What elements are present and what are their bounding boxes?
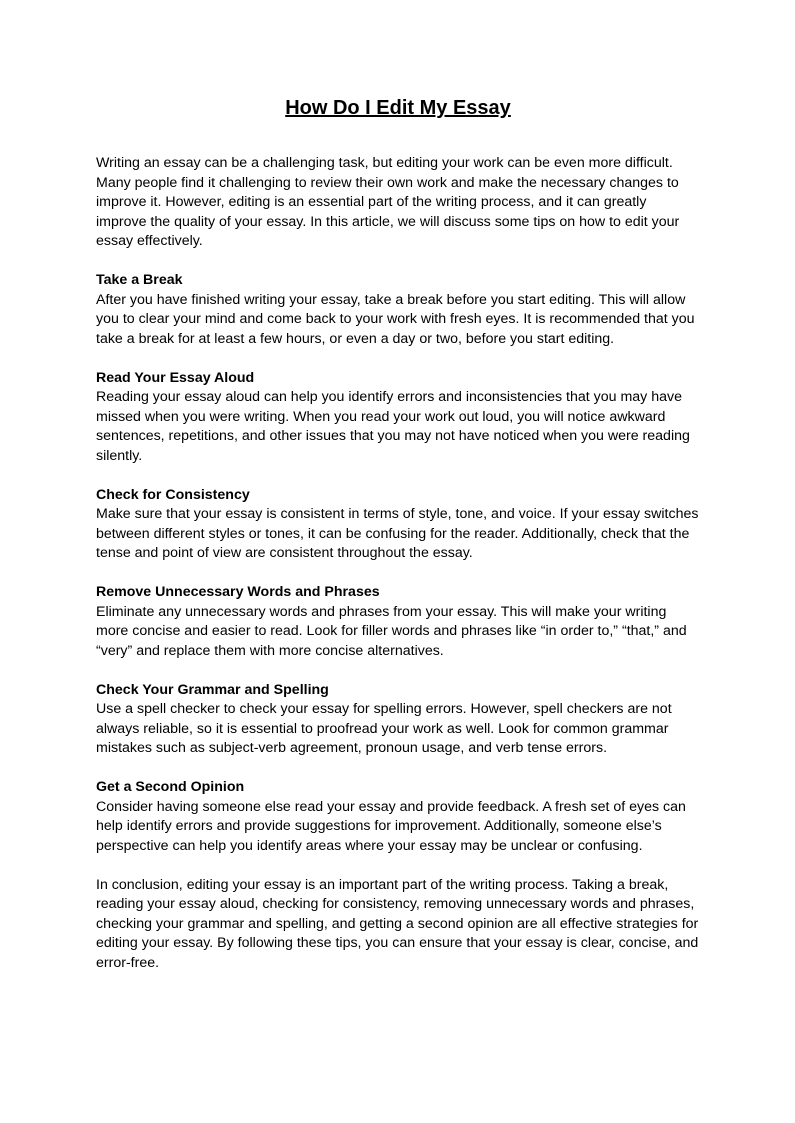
section-body: After you have finished writing your essay, take a break before you start editing. This will allow you to clear your mind and come back to your work with fresh eyes. It is recommended that you take a break for at least a few hours, or even a day or two, before you start editing. bbox=[96, 291, 695, 347]
intro-paragraph: Writing an essay can be a challenging task, but editing your work can be even more difficult. Many people find it challenging to review their own work and make the necessary changes to improve it. However, editing is an essential part of the writing process, and it can greatly improve the quality of your essay. In this article, we will discuss some tips on how to edit your essay effectively. bbox=[96, 155, 680, 249]
section-heading: Read Your Essay Aloud bbox=[96, 369, 255, 386]
section-body: Consider having someone else read your essay and provide feedback. A fresh set of eyes can help identify errors and provide suggestions for improvement. Additionally, someone else’s perspective can help you identify areas where your essay may be unclear or confusing. bbox=[96, 798, 686, 854]
section-heading: Take a Break bbox=[96, 272, 183, 288]
section-body: Make sure that your essay is consistent in terms of style, tone, and voice. If your essay switches between different styles or tones, it can be confusing for the reader. Additionally, check that the tense and point of view are consistent throughout the essay. bbox=[96, 506, 699, 561]
section-body: Use a spell checker to check your essay for spelling errors. However, spell checkers are not always reliable, so it is essential to proofread your work as well. Look for common grammar mistakes such as subject-verb agreement, pronoun usage, and verb tense errors. bbox=[96, 701, 672, 756]
section-body: Eliminate any unnecessary words and phrases from your essay. This will make your writing more concise and easier to read. Look for filler words and phrases like “in order to,” “that,” and “very” and replace them with more concise alternatives. bbox=[96, 603, 687, 659]
section-take-a-break bbox=[96, 271, 700, 349]
conclusion-section bbox=[96, 876, 700, 974]
section-read-aloud bbox=[96, 369, 700, 467]
conclusion-paragraph: In conclusion, editing your essay is an important part of the writing process. Taking a break, reading your essay aloud, checking for consistency, removing unnecessary words and phrases, checking your grammar and spelling, and getting a second opinion are all effective strategies for editing your essay. By following these tips, you can ensure that your essay is clear, concise, and error-free. bbox=[96, 876, 699, 971]
section-heading: Check Your Grammar and Spelling bbox=[96, 681, 329, 698]
section-second-opinion bbox=[96, 778, 700, 856]
section-heading: Remove Unnecessary Words and Phrases bbox=[96, 584, 380, 600]
section-remove-words bbox=[96, 583, 700, 661]
section-body: Reading your essay aloud can help you identify errors and inconsistencies that you may have missed when you were writing. When you read your work out loud, you will notice awkward sentences, repetitions, and other issues that you may not have noticed when you were reading silently. bbox=[96, 389, 690, 464]
section-grammar-spelling bbox=[96, 681, 700, 759]
document-page bbox=[96, 94, 700, 973]
section-heading: Get a Second Opinion bbox=[96, 779, 245, 795]
section-heading: Check for Consistency bbox=[96, 486, 250, 503]
document-title: How Do I Edit My Essay bbox=[285, 97, 511, 119]
section-consistency bbox=[96, 486, 700, 564]
